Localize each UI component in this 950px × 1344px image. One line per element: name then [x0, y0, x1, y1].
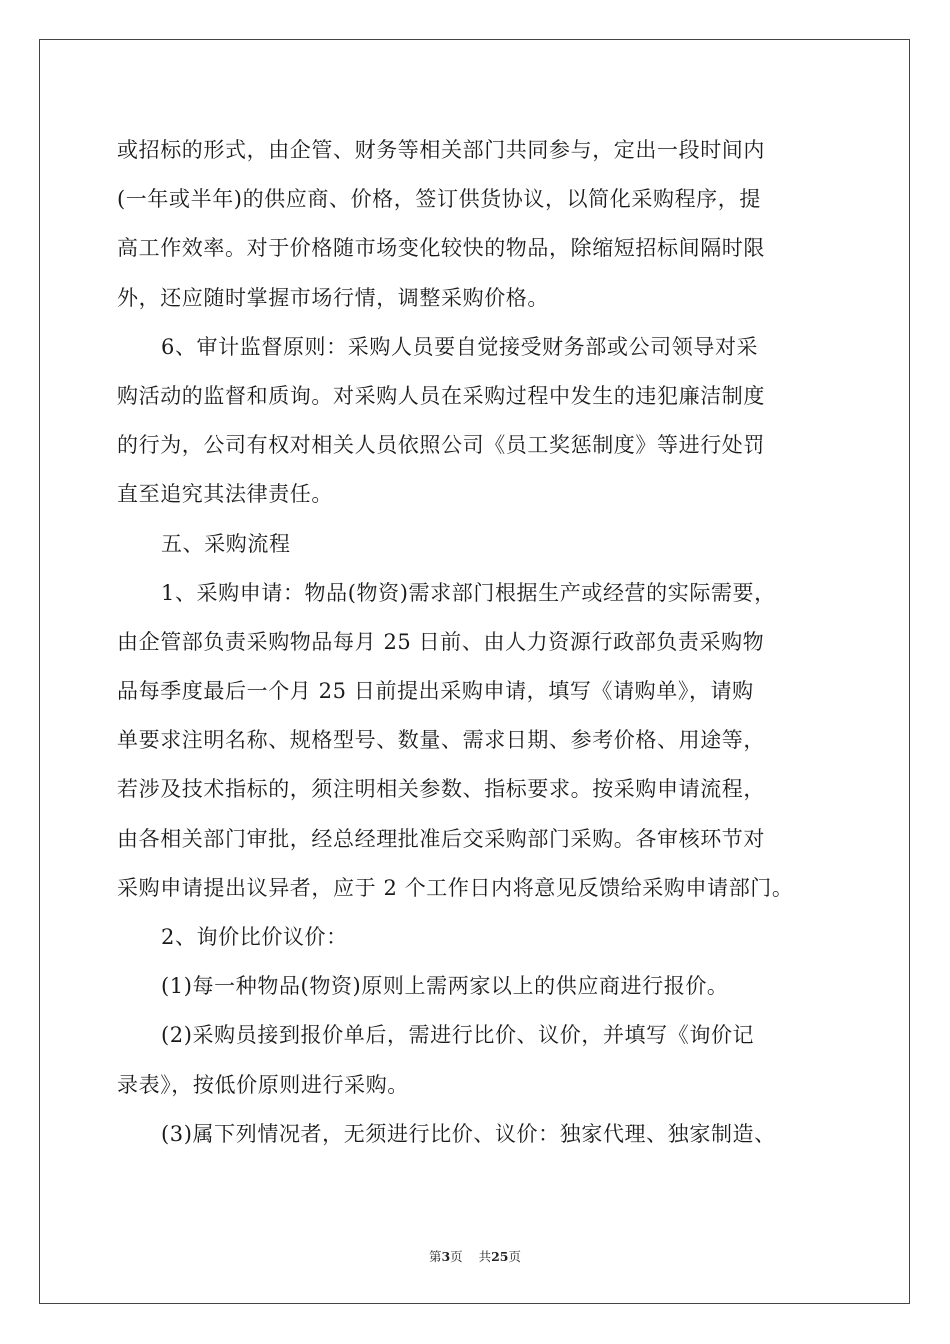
text-line: (3)属下列情况者，无须进行比价、议价：独家代理、独家制造、	[161, 1121, 776, 1146]
text-line: 由各相关部门审批，经总经理批准后交采购部门采购。各审核环节对	[117, 826, 765, 851]
text-line: 或招标的形式，由企管、财务等相关部门共同参与，定出一段时间内	[117, 138, 765, 162]
page-unit: 页	[450, 1249, 463, 1264]
text-line: (2)采购员接到报价单后，需进行比价、议价，并填写《询价记	[161, 1023, 755, 1048]
total-unit: 页	[508, 1249, 522, 1264]
text-line: 的行为，公司有权对相关人员依照公司《员工奖惩制度》等进行处罚	[117, 433, 765, 458]
text-line: 6、审计监督原则：采购人员要自觉接受财务部或公司领导对采	[161, 334, 759, 359]
text-line: 由企管部负责采购物品每月 25 日前、由人力资源行政部负责采购物	[117, 629, 765, 654]
page-footer	[0, 1247, 950, 1265]
page-prefix: 第	[428, 1249, 442, 1264]
text-line: 品每季度最后一个月 25 日前提出采购申请，填写《请购单》，请购	[117, 679, 754, 704]
section-heading: 五、采购流程	[161, 531, 291, 556]
text-line: 高工作效率。对于价格随市场变化较快的物品，除缩短招标间隔时限	[117, 236, 765, 261]
text-line: (一年或半年)的供应商、价格，签订供货协议，以简化采购程序，提	[117, 187, 761, 212]
text-line: 采购申请提出议异者，应于 2 个工作日内将意见反馈给采购申请部门。	[117, 875, 794, 900]
document-body	[117, 126, 837, 1159]
text-line: 录表》，按低价原则进行采购。	[117, 1072, 409, 1097]
text-line: 若涉及技术指标的，须注明相关参数、指标要求。按采购申请流程，	[117, 777, 765, 802]
text-line: 外，还应随时掌握市场行情，调整采购价格。	[117, 285, 549, 310]
text-line: 2、询价比价议价：	[161, 925, 348, 949]
text-line: 直至追究其法律责任。	[117, 482, 333, 507]
total-prefix: 共	[478, 1249, 492, 1264]
text-line: 单要求注明名称、规格型号、数量、需求日期、参考价格、用途等，	[117, 728, 765, 753]
current-page-number: 3	[441, 1249, 451, 1264]
text-line: 1、采购申请：物品(物资)需求部门根据生产或经营的实际需要，	[161, 580, 776, 605]
text-line: (1)每一种物品(物资)原则上需两家以上的供应商进行报价。	[161, 974, 729, 999]
text-line: 购活动的监督和质询。对采购人员在采购过程中发生的违犯廉洁制度	[117, 383, 765, 408]
total-pages-number: 25	[491, 1249, 509, 1264]
